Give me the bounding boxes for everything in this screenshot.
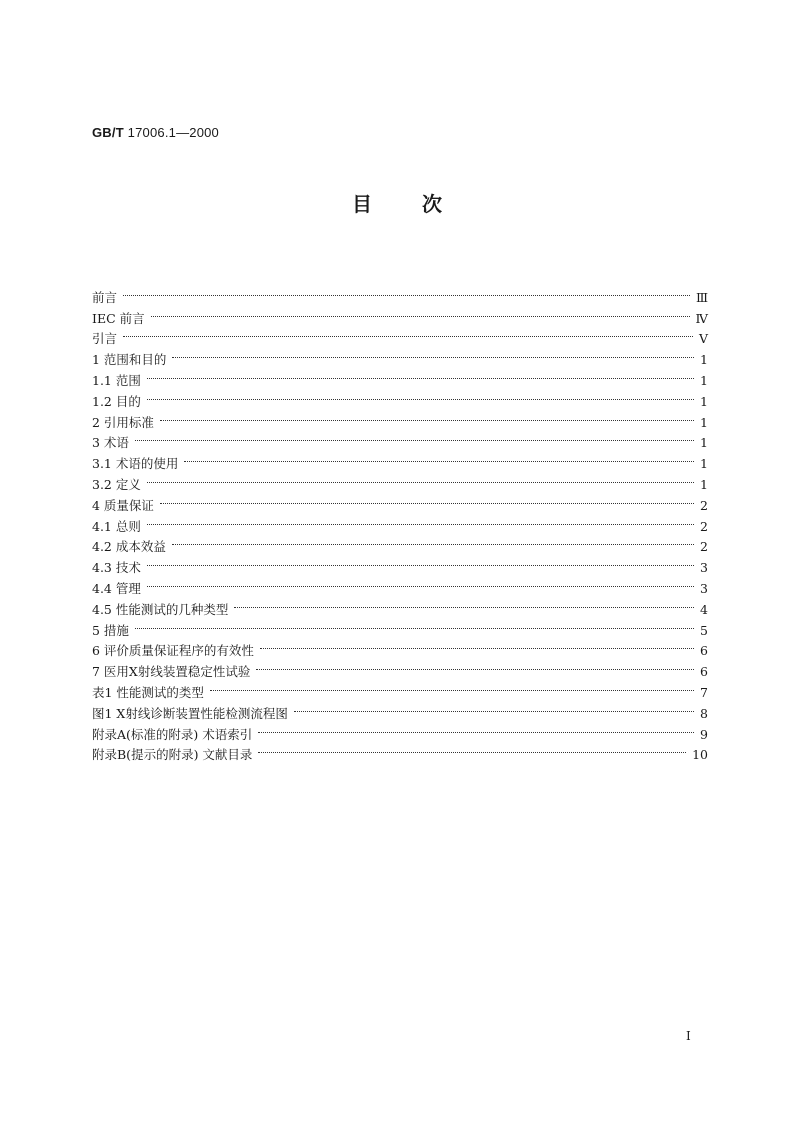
- toc-entry-page: 1: [700, 393, 708, 409]
- toc-dot-leader: [151, 302, 690, 323]
- toc-entry-page: 6: [700, 664, 708, 680]
- toc-entry[interactable]: [92, 489, 708, 513]
- toc-dot-leader: [258, 718, 694, 739]
- page-title: 目次: [352, 192, 492, 216]
- toc-entry[interactable]: [92, 531, 708, 555]
- toc-entry[interactable]: [92, 323, 708, 347]
- toc-entry-page: Ⅳ: [695, 310, 708, 326]
- toc-entry[interactable]: [92, 364, 708, 388]
- toc-entry-label: 附录A(标准的附录) 术语索引: [92, 726, 253, 742]
- toc-dot-leader: [260, 635, 694, 656]
- toc-entry-label: IEC 前言: [92, 310, 145, 326]
- toc-entry-label: 表1 性能测试的类型: [92, 684, 204, 700]
- toc-entry-page: 10: [692, 747, 708, 763]
- toc-entry-label: 4 质量保证: [92, 497, 154, 513]
- toc-entry-label: 1.2 目的: [92, 393, 141, 409]
- toc-entry-page: 1: [700, 352, 708, 368]
- toc-entry[interactable]: [92, 468, 708, 492]
- toc-entry-page: 2: [700, 539, 708, 555]
- toc-entry-label: 引言: [92, 331, 118, 347]
- toc-entry-label: 4.2 成本效益: [92, 539, 166, 555]
- toc-dot-leader: [147, 551, 694, 572]
- toc-entry[interactable]: [92, 593, 708, 617]
- toc-dot-leader: [160, 489, 694, 510]
- toc-entry-page: 4: [700, 601, 708, 617]
- toc-entry-page: 3: [700, 560, 708, 576]
- toc-dot-leader: [135, 427, 694, 448]
- toc-entry[interactable]: [92, 551, 708, 576]
- toc-entry-page: 2: [700, 497, 708, 513]
- toc-dot-leader: [210, 676, 694, 697]
- toc-entry-label: 3.2 定义: [92, 476, 141, 492]
- toc-entry-label: 4.5 性能测试的几种类型: [92, 601, 229, 617]
- toc-entry-page: 1: [700, 372, 708, 388]
- toc-dot-leader: [234, 593, 694, 614]
- toc-dot-leader: [258, 739, 686, 760]
- toc-dot-leader: [160, 406, 694, 427]
- toc-entry-label: 4.1 总则: [92, 518, 141, 534]
- toc-entry-page: Ⅲ: [695, 289, 708, 305]
- toc-entry[interactable]: [92, 447, 708, 472]
- toc-entry-label: 图1 X射线诊断装置性能检测流程图: [92, 705, 288, 721]
- toc-entry-page: 1: [700, 435, 708, 451]
- toc-entry[interactable]: [92, 635, 708, 659]
- toc-entry[interactable]: [92, 572, 708, 596]
- toc-entry-label: 3 术语: [92, 435, 129, 451]
- toc-entry-label: 5 措施: [92, 622, 129, 638]
- toc-entry-label: 附录B(提示的附录) 文献目录: [92, 747, 253, 763]
- toc-entry-label: 4.3 技术: [92, 560, 141, 576]
- toc-entry-label: 2 引用标准: [92, 414, 154, 430]
- toc-dot-leader: [294, 697, 694, 718]
- standard-prefix: GB/T: [92, 125, 124, 140]
- toc-entry[interactable]: [92, 427, 708, 451]
- toc-entry-page: 1: [700, 476, 708, 492]
- toc-entry[interactable]: [92, 385, 708, 409]
- toc-entry-page: Ⅴ: [698, 331, 708, 347]
- toc-entry-page: 5: [700, 622, 708, 638]
- toc-dot-leader: [172, 531, 694, 552]
- toc-dot-leader: [123, 323, 693, 344]
- toc-entry-page: 8: [700, 705, 708, 721]
- toc-entry-label: 1.1 范围: [92, 372, 141, 388]
- toc-dot-leader: [172, 343, 694, 364]
- toc-entry-page: 1: [700, 456, 708, 472]
- toc-entry-page: 9: [700, 726, 708, 742]
- page-number: Ⅰ: [686, 1029, 691, 1043]
- toc-entry[interactable]: [92, 510, 708, 534]
- toc-entry-label: 7 医用X射线装置稳定性试验: [92, 664, 251, 680]
- toc-entry-label: 前言: [92, 289, 118, 305]
- toc-entry-label: 6 评价质量保证程序的有效性: [92, 643, 254, 659]
- toc-entry[interactable]: [92, 343, 708, 368]
- standard-code: [92, 125, 219, 140]
- toc-dot-leader: [184, 447, 694, 468]
- toc-entry-label: 3.1 术语的使用: [92, 456, 179, 472]
- toc-dot-leader: [147, 468, 694, 489]
- toc-entry-label: 4.4 管理: [92, 580, 141, 596]
- table-of-contents: [92, 281, 708, 763]
- toc-dot-leader: [147, 385, 694, 406]
- toc-entry-page: 6: [700, 643, 708, 659]
- toc-dot-leader: [123, 281, 690, 302]
- toc-dot-leader: [147, 572, 694, 593]
- toc-entry[interactable]: [92, 406, 708, 430]
- toc-dot-leader: [256, 655, 694, 676]
- toc-entry-page: 7: [700, 684, 708, 700]
- standard-number: 17006.1—2000: [127, 125, 219, 140]
- toc-entry-page: 3: [700, 580, 708, 596]
- toc-entry[interactable]: [92, 614, 708, 638]
- toc-dot-leader: [135, 614, 694, 635]
- toc-entry[interactable]: [92, 281, 708, 305]
- toc-dot-leader: [147, 510, 694, 531]
- toc-entry-page: 1: [700, 414, 708, 430]
- toc-entry-label: 1 范围和目的: [92, 352, 167, 368]
- toc-dot-leader: [147, 364, 694, 385]
- toc-entry-page: 2: [700, 518, 708, 534]
- toc-entry[interactable]: [92, 302, 708, 326]
